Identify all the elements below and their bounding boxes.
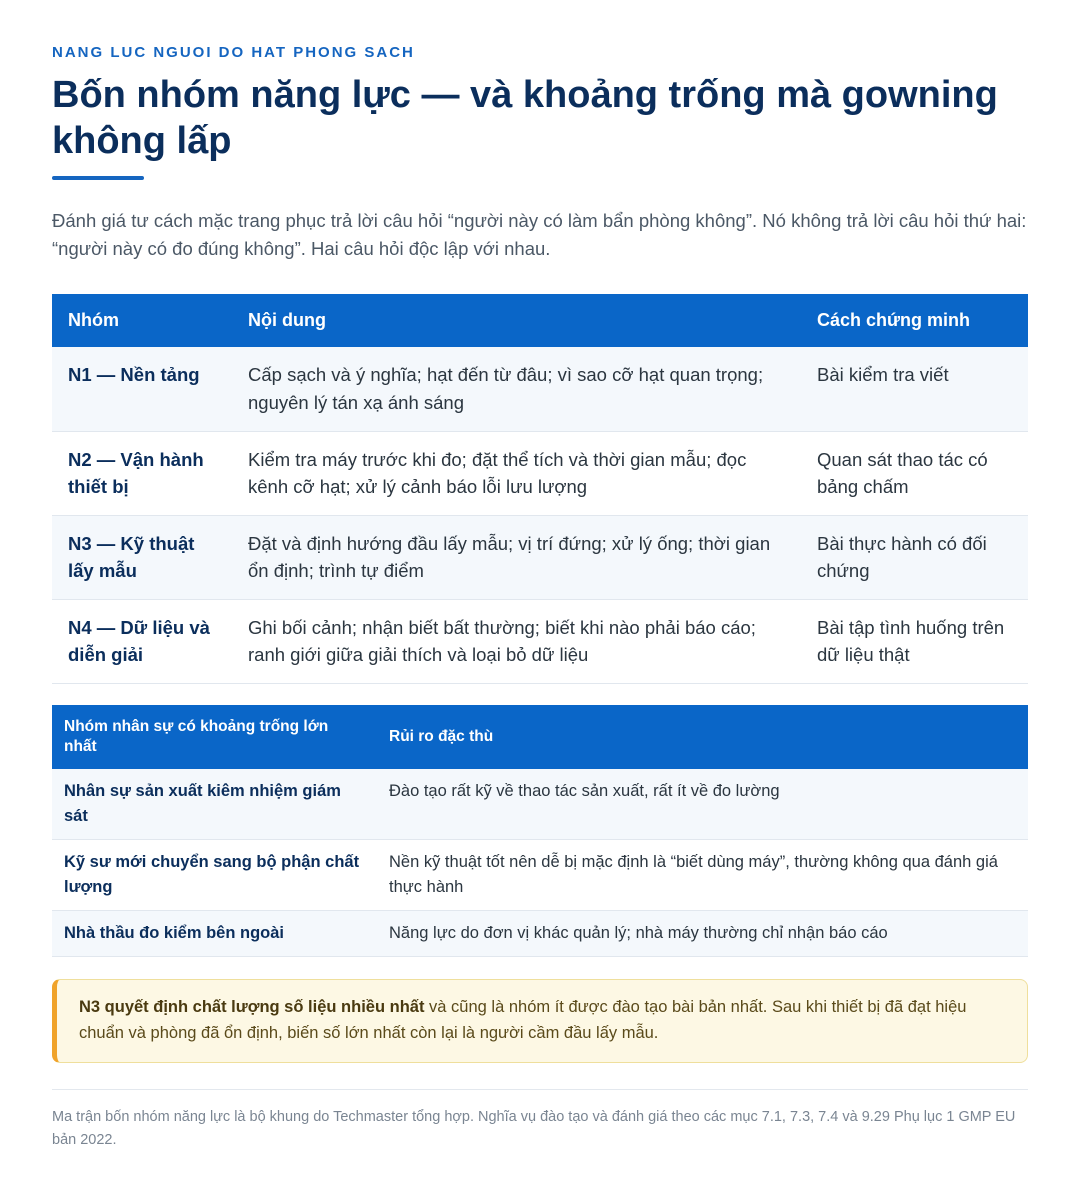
callout-text: và cũng là nhóm ít được đào tạo bài bản nhất. Sau khi thiết bị đã đạt hiệu chuẩn và phòng đã ổn định, biến số lớn nhất còn lại là người cầm đầu lấy mẫu. [79, 998, 967, 1042]
header-proof: Cách chứng minh [801, 294, 1028, 347]
table-row [52, 599, 1028, 683]
staff-group-cell: Nhà thầu đo kiểm bên ngoài [52, 911, 377, 957]
competency-table [52, 294, 1028, 684]
header-group: Nhóm [52, 294, 232, 347]
group-cell: N3 — Kỹ thuật lấy mẫu [52, 515, 232, 599]
header-risk: Rủi ro đặc thù [377, 705, 1028, 769]
risk-cell: Đào tạo rất kỹ về thao tác sản xuất, rất ít về đo lường [377, 769, 1028, 840]
page-title: Bốn nhóm năng lực — và khoảng trống mà gowning không lấp [52, 74, 998, 162]
table-row [52, 769, 1028, 840]
content-cell: Cấp sạch và ý nghĩa; hạt đến từ đâu; vì sao cỡ hạt quan trọng; nguyên lý tán xạ ánh sáng [232, 347, 801, 431]
proof-cell: Bài thực hành có đối chứng [801, 515, 1028, 599]
proof-cell: Quan sát thao tác có bảng chấm [801, 431, 1028, 515]
table-row [52, 515, 1028, 599]
footer-divider [52, 1089, 1028, 1090]
callout-emphasis: N3 quyết định chất lượng số liệu nhiều nhất [79, 998, 425, 1016]
footer-note: Ma trận bốn nhóm năng lực là bộ khung do Techmaster tổng hợp. Nghĩa vụ đào tạo và đánh giá theo các mục 7.1, 7.3, 7.4 và 9.29 Phụ lục 1 GMP EU bản 2022. [52, 1109, 1016, 1148]
title-underline [52, 176, 144, 180]
callout-box [52, 979, 1028, 1063]
table-row [52, 431, 1028, 515]
table-row [52, 347, 1028, 431]
eyebrow-label: NANG LUC NGUOI DO HAT PHONG SACH [52, 44, 415, 61]
risk-cell: Năng lực do đơn vị khác quản lý; nhà máy thường chỉ nhận báo cáo [377, 911, 1028, 957]
proof-cell: Bài kiểm tra viết [801, 347, 1028, 431]
group-cell: N1 — Nền tảng [52, 347, 232, 431]
table-row [52, 840, 1028, 911]
group-cell: N2 — Vận hành thiết bị [52, 431, 232, 515]
header-content: Nội dung [232, 294, 801, 347]
table-row [52, 911, 1028, 957]
risk-cell: Nền kỹ thuật tốt nên dễ bị mặc định là “biết dùng máy”, thường không qua đánh giá thực hành [377, 840, 1028, 911]
staff-group-cell: Kỹ sư mới chuyển sang bộ phận chất lượng [52, 840, 377, 911]
staff-gap-table [52, 705, 1028, 957]
intro-paragraph: Đánh giá tư cách mặc trang phục trả lời câu hỏi “người này có làm bẩn phòng không”. Nó không trả lời câu hỏi thứ hai: “người này có đo đúng không”. Hai câu hỏi độc lập với nhau. [52, 210, 1027, 259]
staff-group-cell: Nhân sự sản xuất kiêm nhiệm giám sát [52, 769, 377, 840]
content-cell: Kiểm tra máy trước khi đo; đặt thể tích và thời gian mẫu; đọc kênh cỡ hạt; xử lý cảnh báo lỗi lưu lượng [232, 431, 801, 515]
proof-cell: Bài tập tình huống trên dữ liệu thật [801, 599, 1028, 683]
header-staff-group: Nhóm nhân sự có khoảng trống lớn nhất [52, 705, 377, 769]
content-cell: Ghi bối cảnh; nhận biết bất thường; biết khi nào phải báo cáo; ranh giới giữa giải thích và loại bỏ dữ liệu [232, 599, 801, 683]
group-cell: N4 — Dữ liệu và diễn giải [52, 599, 232, 683]
content-cell: Đặt và định hướng đầu lấy mẫu; vị trí đứng; xử lý ống; thời gian ổn định; trình tự điểm [232, 515, 801, 599]
